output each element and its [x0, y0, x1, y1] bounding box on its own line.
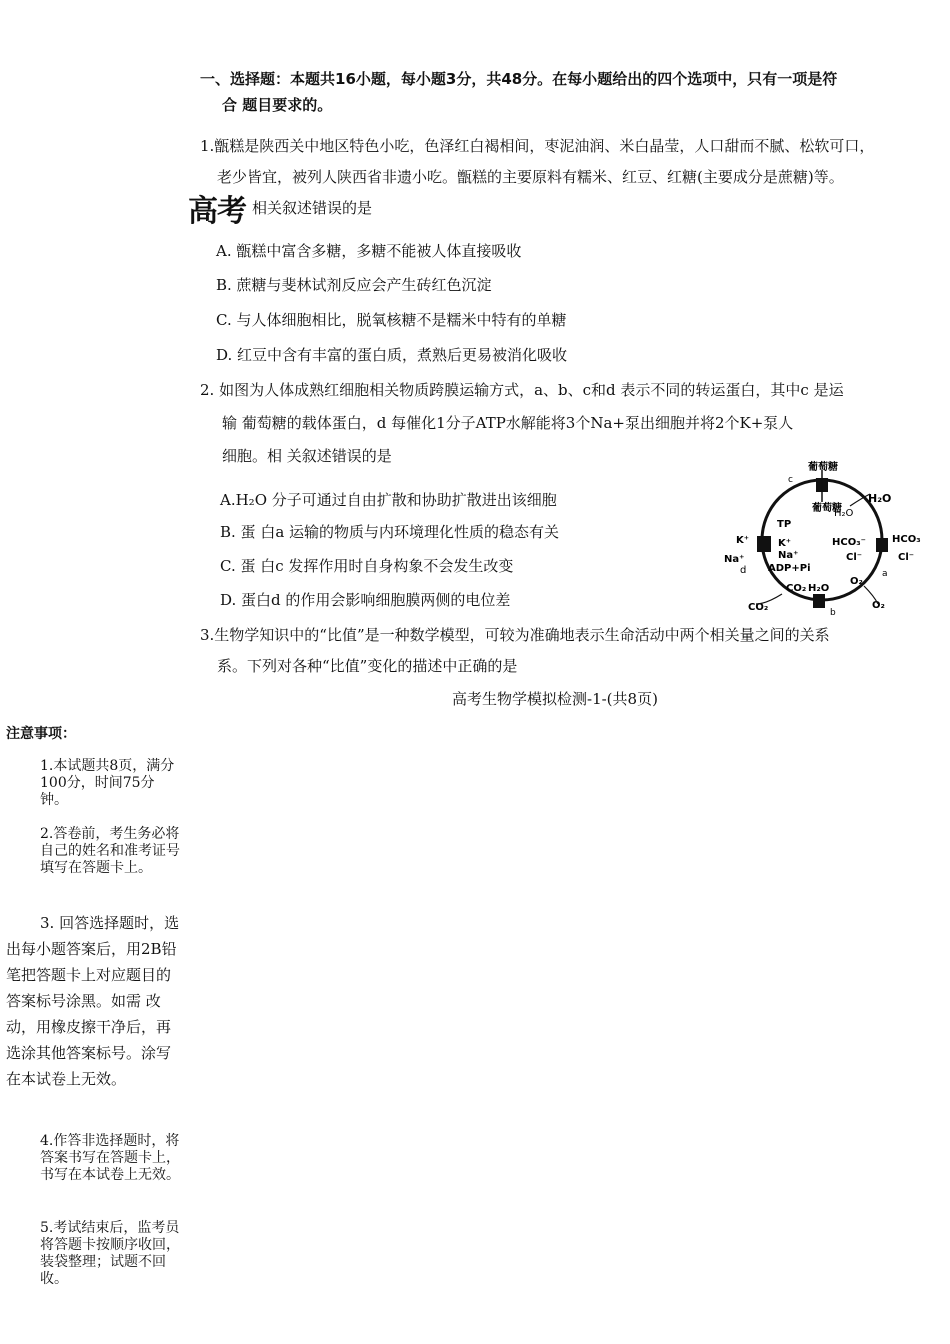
- label-co2-in: CO₂: [786, 583, 807, 594]
- label-hco3-in: HCO₃⁻: [832, 537, 866, 548]
- q1-option-d: D. 红豆中含有丰富的蛋白质，煮熟后更易被消化吸收: [216, 346, 568, 364]
- notes-title: 注意事项：: [6, 726, 76, 742]
- q1-line2: 老少皆宜，被列人陕西省非遗小吃。甑糕的主要原料有糯米、红豆、红糖(主要成分是蔗糖)等。: [217, 168, 844, 186]
- q1-option-b: B. 蔗糖与斐林试剂反应会产生砖红色沉淀: [216, 276, 492, 294]
- section-title-line2: 合 题目要求的。: [222, 96, 333, 114]
- label-hco3-out: HCO₃: [892, 534, 921, 545]
- label-cl-in: Cl⁻: [846, 552, 863, 563]
- protein-a: [876, 538, 888, 552]
- label-h2o-in: H₂O: [834, 508, 854, 519]
- page-footer: 高考生物学模拟检测-1-(共8页): [452, 690, 658, 708]
- question-1: [200, 131, 930, 224]
- q2-line3: 细胞。相 关叙述错误的是: [222, 447, 392, 465]
- q2-option-a: A.H₂O 分子可通过自由扩散和协助扩散进出该细胞: [220, 491, 557, 509]
- q2-option-b: B. 蛋 白a 运输的物质与内环境理化性质的稳态有关: [220, 523, 560, 541]
- label-h2o-out: H₂O: [868, 492, 892, 505]
- protein-b: [813, 594, 825, 608]
- q1-option-a: A. 甑糕中富含多糖，多糖不能被人体直接吸收: [216, 242, 522, 260]
- label-o2-out: O₂: [872, 600, 885, 611]
- protein-d: [757, 536, 771, 552]
- label-atp: TP: [777, 519, 792, 530]
- q2-line2: 输 葡萄糖的载体蛋白，d 每催化1分子ATP水解能将3个Na+泵出细胞并将2个K+泵人: [222, 414, 794, 432]
- note-3: 3. 回答选择题时，选出每小题答案后，用2B铅笔把答题卡上对应题目的答案标号涂黑。如需 改动，用橡皮擦干净后，再选涂其他答案标号。涂写在本试卷上无效。: [6, 914, 180, 1088]
- label-glucose-in: 葡萄糖: [812, 503, 842, 514]
- q1-line1: 1.甑糕是陕西关中地区特色小吃，色泽红白褐相间，枣泥油润、米白晶莹，人口甜而不腻、松软可口，: [200, 137, 875, 155]
- label-d: d: [740, 565, 747, 576]
- label-h2o-bottom: H₂O: [808, 583, 830, 594]
- note-1: 1.本试题共8页，满分100分，时间75分钟。: [40, 758, 175, 808]
- label-glucose-out: 葡萄糖: [808, 462, 838, 473]
- q1-option-c: C. 与人体细胞相比，脱氧核糖不是糯米中特有的单糖: [216, 311, 567, 329]
- label-c: c: [788, 475, 793, 485]
- label-a: a: [882, 569, 888, 579]
- cell-transport-figure: [722, 458, 927, 618]
- label-k-in: K⁺: [778, 538, 792, 549]
- question-3: [200, 620, 930, 682]
- label-co2-out: CO₂: [748, 602, 769, 613]
- section-title-line1: 一、选择题：本题共16小题，每小题3分，共48分。在每小题给出的四个选项中，只有一项是符: [200, 70, 838, 88]
- q2-line1: 2. 如图为人体成熟红细胞相关物质跨膜运输方式，a、b、c和d 表示不同的转运蛋白，其中c 是运: [200, 381, 844, 399]
- section-heading: [200, 66, 922, 118]
- q2-option-c: C. 蛋 白c 发挥作用时自身构象不会发生改变: [220, 557, 514, 575]
- note-4: 4.作答非选择题时，将答案书写在答题卡上，书写在本试卷上无效。: [40, 1133, 180, 1183]
- label-na-out: Na⁺: [724, 554, 745, 565]
- q2-option-d: D. 蛋白d 的作用会影响细胞膜两侧的电位差: [220, 591, 511, 609]
- label-k-out: K⁺: [736, 535, 750, 546]
- label-b: b: [830, 608, 836, 618]
- q3-line2: 系。下列对各种“比值”变化的描述中正确的是: [217, 657, 518, 675]
- note-2: 2.答卷前，考生务必将自己的姓名和准考证号填写在答题卡上。: [40, 826, 180, 876]
- label-cl-out: Cl⁻: [898, 552, 915, 563]
- label-o2-in: O₂: [850, 576, 863, 587]
- label-adp: ADP+Pi: [768, 563, 811, 574]
- q3-line1: 3.生物学知识中的“比值”是一种数学模型，可较为准确地表示生命活动中两个相关量之间的关系: [200, 626, 830, 644]
- label-na-in: Na⁺: [778, 550, 799, 561]
- watermark-text: 高考: [188, 194, 246, 229]
- note-5: 5.考试结束后，监考员将答题卡按顺序收回，装袋整理；试题不回收。: [40, 1220, 180, 1287]
- q1-line3: 相关叙述错误的是: [252, 199, 373, 217]
